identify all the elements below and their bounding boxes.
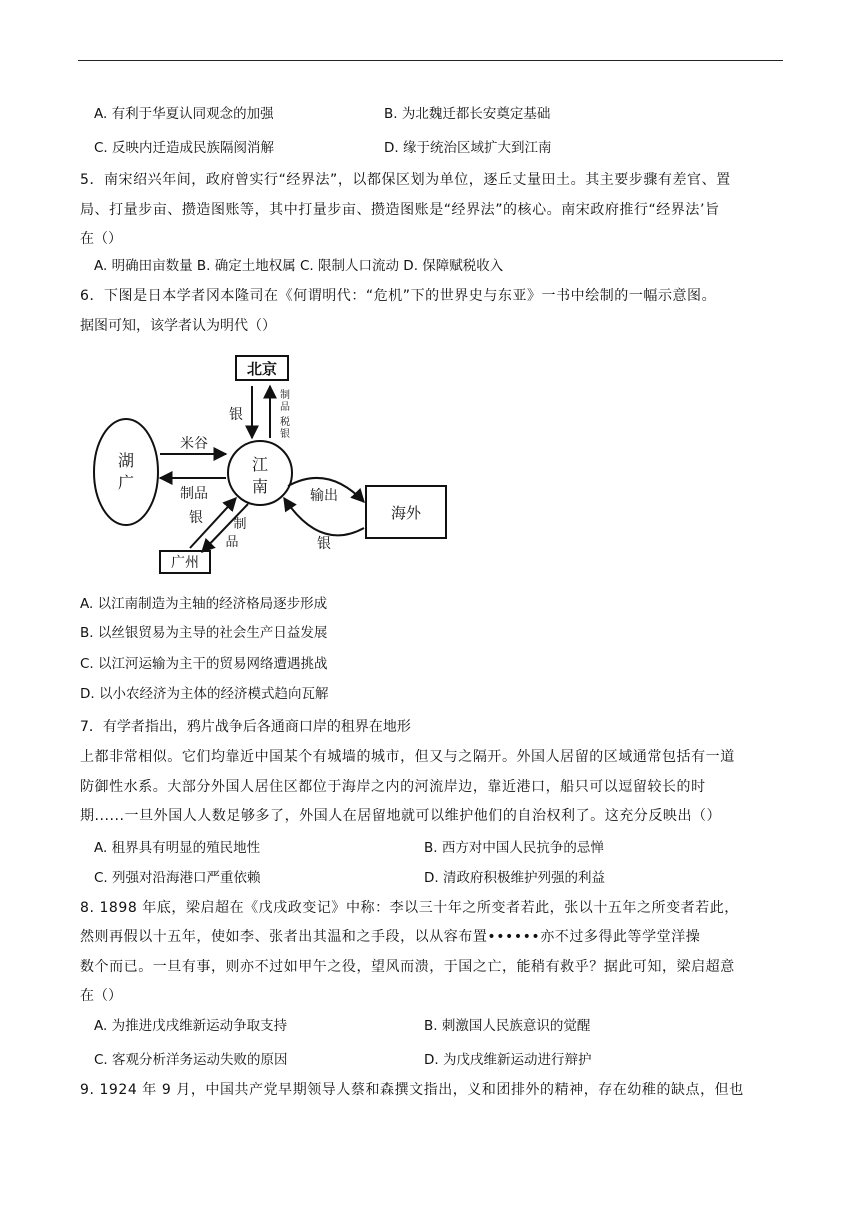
label-products-beijing-1: 制 [280, 390, 290, 401]
label-products-guangzhou-2: 品 [225, 535, 239, 550]
q7-stem-line-2: 上都非常相似。它们均靠近中国某个有城墙的城市，但又与之隔开。外国人居留的区域通常包括有一道 [80, 749, 735, 765]
label-silver-guangzhou: 银 [189, 510, 203, 526]
label-rice: 米谷 [180, 436, 208, 452]
q5-stem-line-1: 5．南宋绍兴年间，政府曾实行“经界法”，以都保区划为单位，逐丘丈量田土。其主要步骤有差官、置 [80, 172, 731, 188]
q4-option-a: A. 有利于华夏认同观念的加强 [94, 106, 274, 122]
q7-option-b: B. 西方对中国人民抗争的忌惮 [424, 840, 604, 856]
label-products-beijing-2: 品 [280, 402, 290, 413]
q8-option-d: D. 为戊戌维新运动进行辩护 [424, 1052, 592, 1068]
jiangnan-label-1: 江 [251, 455, 269, 474]
q6-stem-line-1: 6．下图是日本学者冈本隆司在《何谓明代：“危机”下的世界史与东亚》一书中绘制的一幅示意图。 [80, 288, 717, 304]
guangzhou-label: 广州 [171, 555, 199, 571]
label-silver-beijing: 银 [229, 407, 243, 423]
q5-stem-line-3: 在（） [80, 231, 122, 247]
q8-stem-line-3: 数个而已。一旦有事，则亦不过如甲午之役，望风而溃，于国之亡，能稍有救乎？据此可知，梁启超意 [80, 959, 735, 975]
q4-option-b: B. 为北魏迁都长安奠定基础 [384, 106, 551, 122]
label-products-guangzhou-1: 制 [233, 517, 247, 532]
label-silver-overseas: 银 [317, 536, 331, 552]
q6-option-d: D. 以小农经济为主体的经济模式趋向瓦解 [80, 686, 329, 702]
q6-option-b: B. 以丝银贸易为主导的社会生产日益发展 [80, 625, 328, 641]
q7-stem-line-1: 7．有学者指出，鸦片战争后各通商口岸的租界在地形 [80, 719, 411, 735]
q7-option-a: A. 租界具有明显的殖民地性 [94, 840, 261, 856]
label-products-beijing-4: 银 [280, 429, 290, 440]
q8-stem-line-4: 在（） [80, 988, 122, 1004]
q4-option-c: C. 反映内迁造成民族隔阂消解 [94, 140, 275, 156]
label-products-beijing-3: 税 [280, 417, 290, 428]
q8-stem-line-2: 然则再假以十五年，使如李、张者出其温和之手段，以从容布置••••••亦不过多得此等学堂洋操 [80, 929, 701, 945]
q6-option-a: A. 以江南制造为主轴的经济格局逐步形成 [80, 596, 328, 612]
q8-option-b: B. 刺激国人民族意识的觉醒 [424, 1018, 591, 1034]
label-export: 输出 [310, 488, 338, 504]
q7-option-d: D. 清政府积极维护列强的利益 [424, 870, 605, 886]
q5-options: A. 明确田亩数量 B. 确定土地权属 C. 限制人口流动 D. 保障赋税收入 [94, 258, 504, 274]
jiangnan-label-2: 南 [251, 477, 269, 496]
header-rule [78, 60, 783, 61]
beijing-label: 北京 [246, 360, 278, 378]
label-products-huguang: 制品 [180, 486, 208, 502]
q6-option-c: C. 以江河运输为主干的贸易网络遭遇挑战 [80, 656, 328, 672]
haiwai-label: 海外 [390, 504, 422, 522]
q7-stem-line-4: 期......一旦外国人人数足够多了，外国人在居留地就可以维护他们的自治权利了。这充分反映出（） [80, 808, 722, 824]
q6-stem-line-2: 据图可知，该学者认为明代（） [80, 318, 276, 334]
q7-option-c: C. 列强对沿海港口严重依赖 [94, 870, 261, 886]
huguang-ellipse [94, 419, 158, 525]
huguang-label-2: 广 [117, 473, 135, 492]
q4-option-d: D. 缘于统治区域扩大到江南 [384, 140, 552, 156]
q5-stem-line-2: 局、打量步亩、攒造图账等，其中打量步亩、攒造图账是“经界法”的核心。南宋政府推行“经界法’旨 [80, 202, 720, 218]
huguang-label-1: 湖 [117, 451, 135, 470]
q9-stem-line-1: 9. 1924 年 9 月，中国共产党早期领导人蔡和森撰文指出，义和团排外的精神，存在幼稚的缺点，但也 [80, 1082, 744, 1098]
q8-option-c: C. 客观分析洋务运动失败的原因 [94, 1052, 288, 1068]
q8-stem-line-1: 8. 1898 年底，梁启超在《戊戌政变记》中称：李以三十年之所变者若此，张以十五年之所变者若此， [80, 900, 739, 916]
q8-option-a: A. 为推进戊戌维新运动争取支持 [94, 1018, 288, 1034]
q7-stem-line-3: 防御性水系。大部分外国人居住区都位于海岸之内的河流岸边，靠近港口，船只可以逗留较长的时 [80, 779, 706, 795]
trade-diagram [88, 352, 448, 582]
